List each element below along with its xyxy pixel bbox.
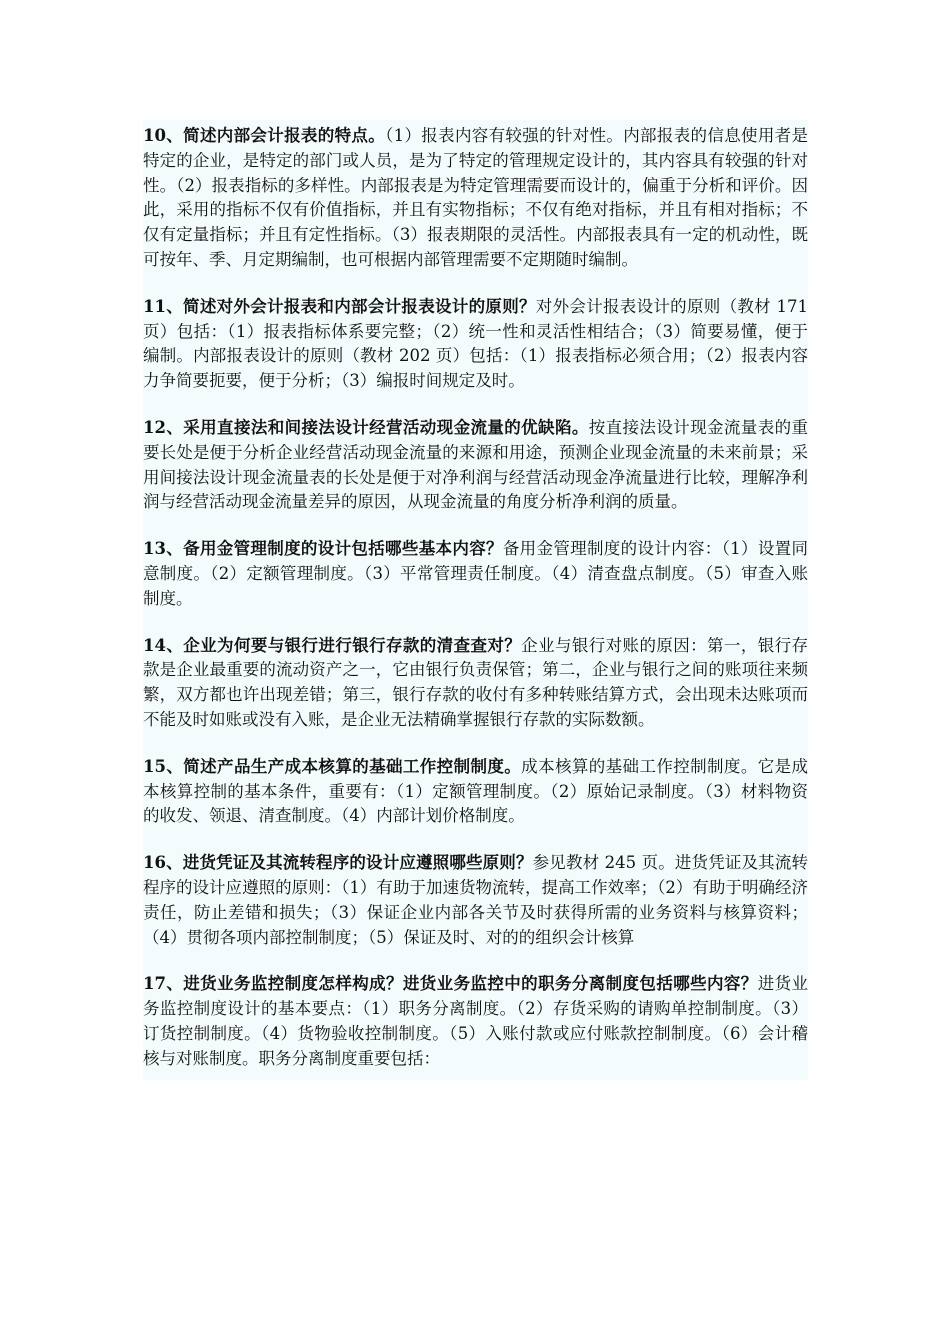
question-heading: 13、备用金管理制度的设计包括哪些基本内容？ bbox=[143, 539, 503, 559]
qa-item-10 bbox=[143, 124, 808, 273]
qa-item-15 bbox=[143, 755, 808, 829]
qa-item-11 bbox=[143, 295, 808, 394]
qa-item-12 bbox=[143, 416, 808, 515]
answer-text: 进货业务监控制度设计的基本要点：（1）职务分离制度。（2）存货采购的请购单控制制度。（3）订货控制制度。（4）货物验收控制制度。（5）入账付款或应付账款控制制度。（6）会计稽核与对账制度。职务分离制度重要包括： bbox=[143, 974, 808, 1068]
qa-item-16 bbox=[143, 851, 808, 950]
answer-text: 参见教材 245 页。进货凭证及其流转程序的设计应遵照的原则：（1）有助于加速货物流转，提高工作效率；（2）有助于明确经济责任，防止差错和损失；（3）保证企业内部各关节及时获得所需的业务资料与核算资料；（4）贯彻各项内部控制制度；（5）保证及时、对的的组织会计核算 bbox=[143, 853, 808, 947]
question-heading: 16、进货凭证及其流转程序的设计应遵照哪些原则？ bbox=[143, 853, 533, 873]
answer-text: 按直接法设计现金流量表的重要长处是便于分析企业经营活动现金流量的来源和用途，预测企业现金流量的未来前景；采用间接法设计现金流量表的长处是便于对净利润与经营活动现金净流量进行比较，理解净利润与经营活动现金流量差异的原因，从现金流量的角度分析净利润的质量。 bbox=[143, 417, 808, 512]
question-heading: 15、简述产品生产成本核算的基础工作控制制度。 bbox=[143, 756, 522, 776]
question-heading: 14、企业为何要与银行进行银行存款的清查查对？ bbox=[143, 635, 522, 655]
answer-text: 企业与银行对账的原因：第一，银行存款是企业最重要的流动资产之一，它由银行负责保管；第二，企业与银行之间的账项往来频繁，双方都也许出现差错；第三，银行存款的收付有多种转账结算方式，会出现未达账项而不能及时如账或没有入账，是企业无法精确掌握银行存款的实际数额。 bbox=[143, 635, 809, 729]
question-heading: 12、采用直接法和间接法设计经营活动现金流量的优缺陷。 bbox=[143, 417, 589, 437]
qa-item-13 bbox=[143, 537, 808, 611]
question-heading: 11、简述对外会计报表和内部会计报表设计的原则？ bbox=[143, 296, 536, 316]
answer-text: 备用金管理制度的设计内容：（1）设置同意制度。（2）定额管理制度。（3）平常管理责任制度。（4）清查盘点制度。（5）审查入账制度。 bbox=[143, 539, 808, 608]
answer-text: （1）报表内容有较强的针对性。内部报表的信息使用者是特定的企业，是特定的部门或人员，是为了特定的管理规定设计的，其内容具有较强的针对性。（2）报表指标的多样性。内部报表是为特定管理需要而设计的，偏重于分析和评价。因此，采用的指标不仅有价值指标，并且有实物指标；不仅有绝对指标，并且有相对指标；不仅有定量指标；并且有定性指标。（3）报表期限的灵活性。内部报表具有一定的机动性，既可按年、季、月定期编制，也可根据内部管理需要不定期随时编制。 bbox=[143, 126, 809, 269]
question-heading: 17、进货业务监控制度怎样构成？进货业务监控中的职务分离制度包括哪些内容？ bbox=[143, 974, 758, 994]
document-body bbox=[143, 120, 808, 1080]
question-heading: 10、简述内部会计报表的特点。 bbox=[143, 126, 386, 145]
answer-text: 成本核算的基础工作控制制度。它是成本核算控制的基本条件，重要有：（1）定额管理制度。（2）原始记录制度。（3）材料物资的收发、领退、清查制度。（4）内部计划价格制度。 bbox=[143, 756, 809, 826]
qa-item-14 bbox=[143, 634, 808, 733]
answer-text: 对外会计报表设计的原则（教材 171 页）包括：（1）报表指标体系要完整；（2）统一性和灵活性相结合；（3）简要易懂，便于编制。内部报表设计的原则（教材 202 页）包括：（1）报表指标必须合用；（2）报表内容力争简要扼要，便于分析；（3）编报时间规定及时。 bbox=[143, 296, 808, 391]
qa-item-17 bbox=[143, 972, 808, 1071]
